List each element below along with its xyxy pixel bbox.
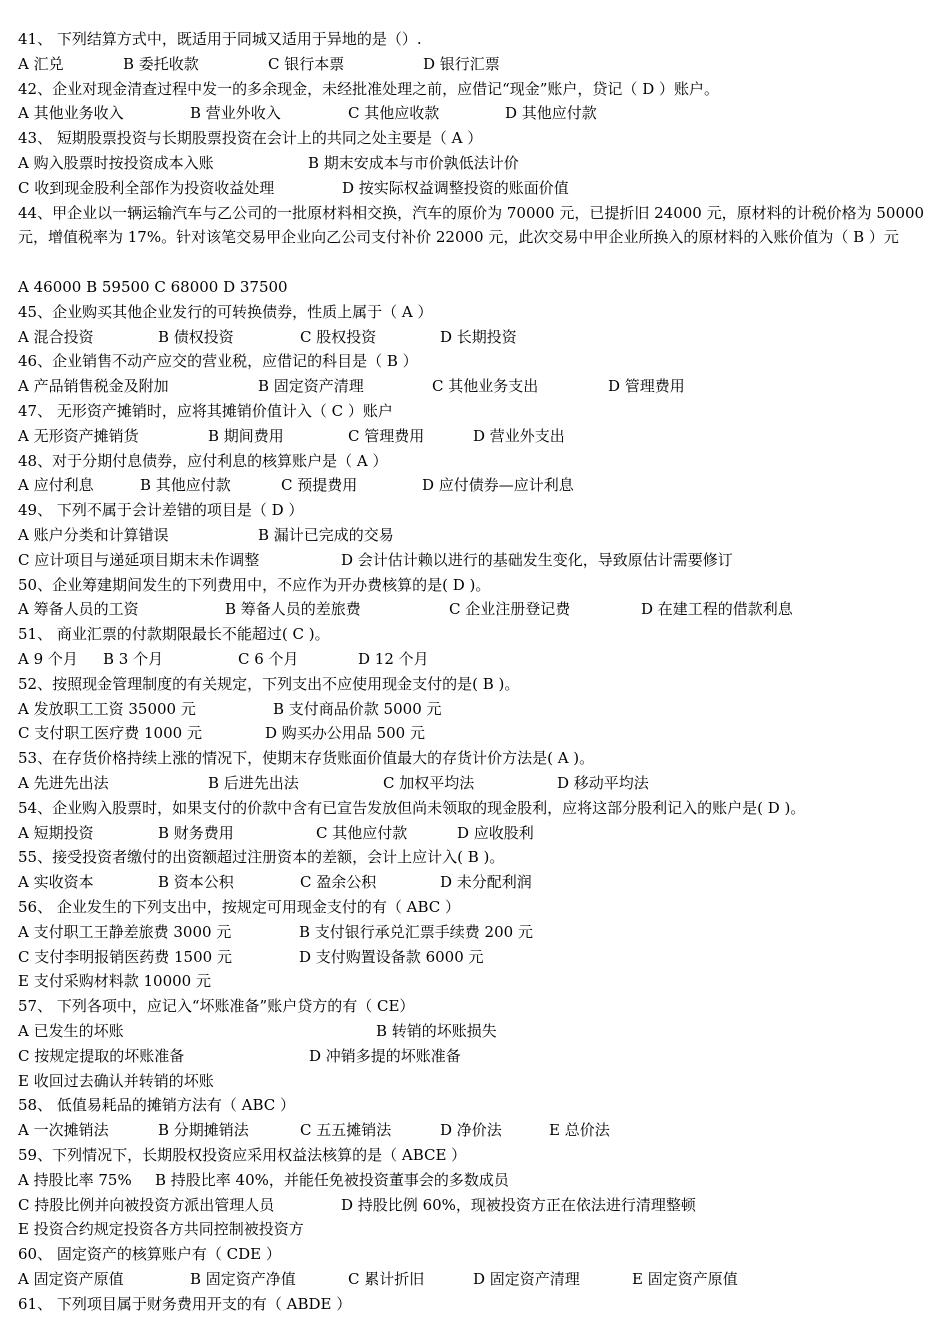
option-text: C 支付职工医疗费 1000 元 [18, 724, 202, 743]
text-line [18, 697, 936, 722]
line-text: E 支付采购材料款 10000 元 [18, 972, 211, 991]
line-text: 45、企业购买其他企业发行的可转换债券，性质上属于（ A ） [18, 302, 433, 321]
option-text: B 后进先出法 [208, 774, 299, 792]
line-text: 54、企业购入股票时，如果支付的价款中含有已宣告发放但尚未领取的现金股利，应将这部分股利记入的账户是( D )。 [18, 798, 806, 817]
text-line [18, 176, 936, 201]
option-text: C 银行本票 [268, 54, 345, 73]
text-line [18, 52, 936, 77]
text-line [18, 151, 936, 176]
option-text: A 先进先出法 [18, 774, 109, 792]
line-text: A 46000 B 59500 C 68000 D 37500 [18, 278, 288, 296]
option-text: C 累计折旧 [348, 1270, 425, 1288]
option-text: D 支付购置设备款 6000 元 [299, 947, 484, 966]
text-line [18, 672, 936, 697]
text-line [18, 721, 936, 746]
option-text: A 汇兑 [18, 54, 64, 73]
option-text: A 实收资本 [18, 873, 94, 892]
option-text: B 分期摊销法 [158, 1121, 249, 1140]
text-line [18, 1019, 936, 1044]
option-text: C 按规定提取的坏账准备 [18, 1046, 185, 1065]
option-text: D 购买办公用品 500 元 [265, 724, 425, 743]
text-line [18, 845, 936, 870]
text-line [18, 1069, 936, 1094]
option-text: A 其他业务收入 [18, 104, 124, 123]
line-text: 42、企业对现金清查过程中发一的多余现金，未经批准处理之前，应借记“现金”账户，贷记（ D ）账户。 [18, 79, 719, 98]
line-text: 55、接受投资者缴付的出资额超过注册资本的差额，会计上应计入( B )。 [18, 848, 505, 867]
option-text: A 账户分类和计算错误 [18, 526, 169, 544]
option-text: C 持股比例并向被投资方派出管理人员 [18, 1195, 275, 1214]
line-text: 61、 下列项目属于财务费用开支的有（ ABDE ） [18, 1294, 352, 1313]
option-text: D 冲销多提的坏账准备 [309, 1046, 461, 1065]
text-line [18, 920, 936, 945]
option-text: A 9 个月 [18, 650, 78, 668]
option-text: C 应计项目与递延项目期末未作调整 [18, 550, 260, 569]
option-text: B 债权投资 [158, 327, 234, 346]
option-text: D 未分配利润 [440, 873, 532, 892]
text-line [18, 449, 936, 474]
text-line [18, 796, 936, 821]
option-text: B 期末安成本与市价孰低法计价 [308, 154, 519, 172]
line-text: 44、甲企业以一辆运输汽车与乙公司的一批原材料相交换，汽车的原价为 70000 元，已提折旧 24000 元，原材料的计税价格为 50000 元，增值税率为 17%。针对该笔交易甲企业向乙公司支付补价 22000 元，此次交易中甲企业所换入的原材料的入账价值为（ B ）元 [18, 203, 925, 247]
option-text: A 应付利息 [18, 476, 94, 495]
text-line [18, 473, 936, 498]
option-text: A 支付职工王静差旅费 3000 元 [18, 922, 232, 941]
option-text: A 已发生的坏账 [18, 1022, 124, 1040]
text-line [18, 1044, 936, 1069]
line-text: 49、 下列不属于会计差错的项目是（ D ） [18, 501, 304, 520]
option-text: C 6 个月 [238, 650, 299, 668]
option-text: B 支付银行承兑汇票手续费 200 元 [299, 922, 533, 941]
option-text: A 产品销售税金及附加 [18, 377, 169, 396]
text-line [18, 994, 936, 1019]
option-text: D 12 个月 [358, 650, 429, 668]
line-text: 58、 低值易耗品的摊销方法有（ ABC ） [18, 1096, 296, 1115]
text-line [18, 399, 936, 424]
line-text: E 收回过去确认并转销的坏账 [18, 1071, 214, 1090]
option-text: D 银行汇票 [423, 54, 500, 73]
option-text: B 财务费用 [158, 823, 234, 842]
option-text: B 其他应付款 [140, 476, 231, 495]
text-line [18, 969, 936, 994]
line-text: 56、 企业发生的下列支出中，按规定可用现金支付的有（ ABC ） [18, 898, 461, 916]
option-text: D 应付债券—应计利息 [422, 476, 574, 495]
text-line [18, 1217, 936, 1242]
line-text: 46、企业销售不动产应交的营业税，应借记的科目是（ B ） [18, 352, 418, 371]
text-line [18, 1118, 936, 1143]
option-text: A 固定资产原值 [18, 1270, 124, 1288]
option-text: C 其他应收款 [348, 104, 440, 123]
option-text: D 移动平均法 [557, 774, 649, 792]
text-line [18, 1093, 936, 1118]
text-line [18, 622, 936, 647]
text-line [18, 349, 936, 374]
line-text: 48、对于分期付息债券，应付利息的核算账户是（ A ） [18, 451, 388, 470]
option-text: C 加权平均法 [383, 774, 475, 792]
text-line [18, 201, 936, 275]
option-text: B 筹备人员的差旅费 [225, 600, 361, 619]
text-line [18, 821, 936, 846]
line-text: 43、 短期股票投资与长期股票投资在会计上的共同之处主要是（ A ） [18, 129, 483, 148]
option-text: B 漏计已完成的交易 [258, 526, 394, 544]
option-text: A 筹备人员的工资 [18, 600, 139, 619]
option-text: B 期间费用 [208, 426, 284, 445]
option-text: C 管理费用 [348, 426, 425, 445]
option-text: D 固定资产清理 [473, 1270, 580, 1288]
option-text: C 其他应付款 [316, 823, 408, 842]
text-line [18, 945, 936, 970]
text-line [18, 77, 936, 102]
option-text: B 支付商品价款 5000 元 [273, 699, 442, 718]
text-line [18, 895, 936, 920]
option-text: E 固定资产原值 [632, 1270, 738, 1288]
option-text: A 混合投资 [18, 327, 94, 346]
line-text: 51、 商业汇票的付款期限最长不能超过( C )。 [18, 625, 330, 644]
text-line [18, 647, 936, 672]
option-text: C 收到现金股利全部作为投资收益处理 [18, 178, 275, 197]
option-text: B 固定资产净值 [190, 1270, 296, 1288]
text-line [18, 275, 936, 300]
text-line [18, 101, 936, 126]
text-line [18, 424, 936, 449]
option-text: B 3 个月 [103, 650, 164, 668]
text-line [18, 771, 936, 796]
option-text: D 营业外支出 [473, 426, 565, 445]
text-line [18, 325, 936, 350]
text-line [18, 573, 936, 598]
text-line [18, 1292, 936, 1317]
line-text: 41、 下列结算方式中，既适用于同城又适用于异地的是（）. [18, 30, 422, 48]
line-text: 60、 固定资产的核算账户有（ CDE ） [18, 1245, 281, 1264]
option-text: A 一次摊销法 [18, 1121, 109, 1140]
text-line [18, 300, 936, 325]
text-line [18, 1193, 936, 1218]
line-text: 47、 无形资产摊销时，应将其摊销价值计入（ C ）账户 [18, 402, 393, 420]
option-text: A 持股比率 75% [18, 1170, 132, 1189]
option-text: D 会计估计赖以进行的基础发生变化，导致原估计需要修订 [341, 550, 733, 569]
option-text: A 短期投资 [18, 823, 94, 842]
option-text: A 购入股票时按投资成本入账 [18, 154, 214, 172]
text-line [18, 870, 936, 895]
option-text: B 转销的坏账损失 [376, 1022, 497, 1040]
text-line [18, 1242, 936, 1267]
line-text: E 投资合约规定投资各方共同控制被投资方 [18, 1220, 304, 1239]
option-text: D 净价法 [440, 1121, 502, 1140]
option-text: A 无形资产摊销货 [18, 426, 139, 445]
option-text: C 支付李明报销医药费 1500 元 [18, 947, 232, 966]
option-text: C 其他业务支出 [432, 377, 539, 396]
text-line [18, 597, 936, 622]
option-text: D 在建工程的借款利息 [641, 600, 793, 619]
text-line [18, 746, 936, 771]
line-text: 57、 下列各项中，应记入“坏账准备”账户贷方的有（ CE） [18, 997, 415, 1016]
option-text: B 资本公积 [158, 873, 234, 892]
line-text: 59、下列情况下，长期股权投资应采用权益法核算的是（ ABCE ） [18, 1146, 467, 1164]
text-line [18, 523, 936, 548]
option-text: D 管理费用 [608, 377, 685, 396]
option-text: C 盈余公积 [300, 873, 377, 892]
option-text: B 持股比率 40%，并能任免被投资董事会的多数成员 [155, 1170, 509, 1189]
option-text: B 营业外收入 [190, 104, 281, 123]
option-text: B 委托收款 [123, 54, 199, 73]
option-text: D 其他应付款 [505, 104, 597, 123]
option-text: D 应收股利 [457, 823, 534, 842]
option-text: E 总价法 [549, 1121, 610, 1140]
option-text: D 长期投资 [440, 327, 517, 346]
line-text: 52、按照现金管理制度的有关规定，下列支出不应使用现金支付的是( B )。 [18, 674, 520, 693]
option-text: B 固定资产清理 [258, 377, 364, 396]
option-text: C 五五摊销法 [300, 1121, 392, 1140]
text-line [18, 1168, 936, 1193]
text-line [18, 498, 936, 523]
option-text: A 发放职工工资 35000 元 [18, 699, 196, 718]
text-line [18, 126, 936, 151]
text-line [18, 548, 936, 573]
text-line [18, 27, 936, 52]
option-text: C 股权投资 [300, 327, 377, 346]
text-line [18, 1143, 936, 1168]
text-line [18, 374, 936, 399]
line-text: 50、企业筹建期间发生的下列费用中，不应作为开办费核算的是( D )。 [18, 575, 491, 594]
text-line [18, 1267, 936, 1292]
option-text: D 按实际权益调整投资的账面价值 [342, 178, 569, 197]
option-text: D 持股比例 60%，现被投资方正在依法进行清理整顿 [341, 1195, 696, 1214]
option-text: C 预提费用 [281, 476, 358, 495]
line-text: 53、在存货价格持续上涨的情况下，使期末存货账面价值最大的存货计价方法是( A )。 [18, 749, 595, 768]
option-text: C 企业注册登记费 [449, 600, 571, 619]
